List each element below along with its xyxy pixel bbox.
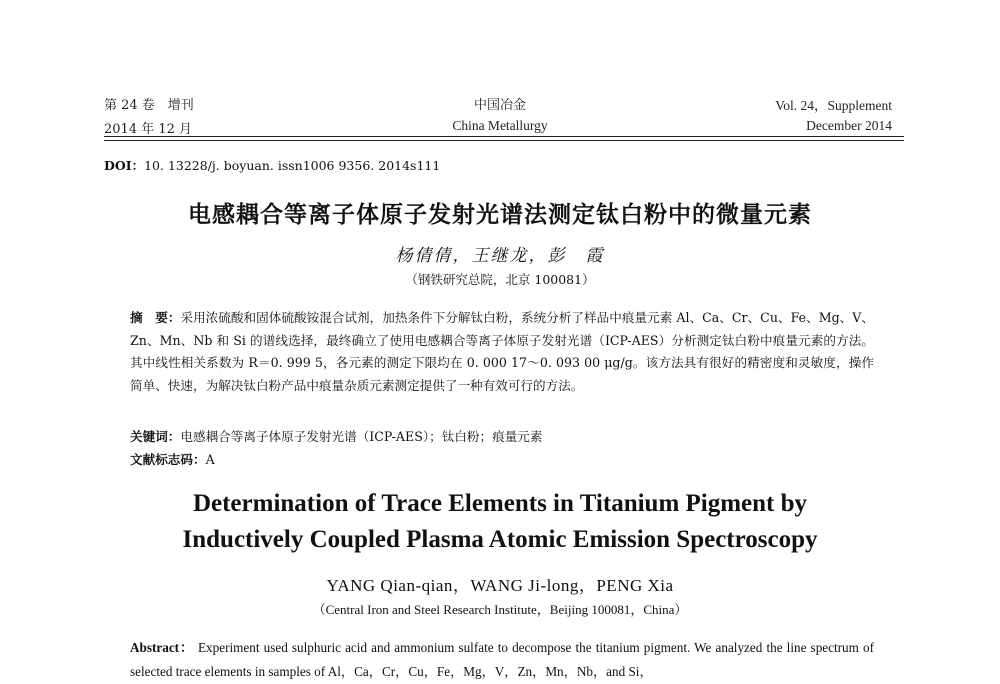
title-en: [0, 486, 1000, 558]
doi-value: 10. 13228/j. boyuan. issn1006 9356. 2014s111: [144, 158, 441, 173]
authors-cn: 杨倩倩，王继龙，彭 霞: [395, 246, 605, 266]
abstract-cn-text: 采用浓硫酸和固体硫酸铵混合试剂，加热条件下分解钛白粉，系统分析了样品中痕量元素 Al、Ca、Cr、Cu、Fe、Mg、V、Zn、Mn、Nb 和 Si 的谱线选择，最终确立了使用电感耦合等离子体原子发射光谱（ICP-AES）分析测定钛白粉中痕量元素的方法。其中线性相关系数为 R＝0. 999 5，各元素的测定下限均在 0. 000 17～0. 093 00 μg/g。该方法具有很好的精密度和灵敏度，操作简单、快速，为解决钛白粉产品中痕量杂质元素测定提供了一种有效可行的方法。: [130, 310, 874, 393]
title-en-line-1: Determination of Trace Elements in Titanium Pigment by: [192, 490, 808, 517]
abstract-en-label: Abstract：: [130, 640, 194, 655]
abstract-en-text: Experiment used sulphuric acid and ammonium sulfate to decompose the titanium pigment. We analyzed the line spectrum of selected trace elements in samples of Al，Ca，Cr，Cu，Fe，Mg，V，Zn，Mn，Nb，and Si，: [130, 640, 874, 679]
header-journal-en: China Metallurgy: [452, 118, 548, 133]
title-cn: 电感耦合等离子体原子发射光谱法测定钛白粉中的微量元素: [188, 202, 812, 228]
header-volume-cn: 第 24 卷 增刊: [104, 98, 194, 113]
abstract-cn-label: 摘 要：: [130, 310, 181, 325]
affiliation-cn: （钢铁研究总院，北京 100081）: [405, 272, 595, 287]
doi-line: [104, 156, 440, 174]
keywords-cn-label: 关键词：: [130, 429, 181, 444]
header-rule-top: [104, 136, 904, 137]
keywords-cn-text: 电感耦合等离子体原子发射光谱（ICP-AES）；钛白粉；痕量元素: [180, 429, 543, 444]
header-rule-bottom: [104, 140, 904, 141]
doc-code-cn-text: A: [205, 452, 215, 467]
title-en-line-2: Inductively Coupled Plasma Atomic Emission Spectroscopy: [182, 526, 818, 553]
doc-code-cn-label: 文献标志码：: [130, 452, 206, 467]
authors-en: YANG Qian-qian，WANG Ji-long，PENG Xia: [326, 576, 674, 595]
abstract-cn: [130, 307, 874, 397]
header-volume-en: Vol. 24，Supplement: [775, 98, 892, 113]
header-date-en: December 2014: [806, 118, 892, 133]
affiliation-en: （Central Iron and Steel Research Institute，Beijing 100081，China）: [312, 602, 688, 617]
keywords-cn: [130, 426, 543, 445]
header-date-cn: 2014 年 12 月: [104, 122, 193, 137]
doi-label: DOI：: [104, 158, 145, 173]
abstract-en: [130, 636, 874, 684]
doc-code-cn: [130, 449, 215, 468]
header-journal-cn: 中国冶金: [473, 98, 526, 113]
